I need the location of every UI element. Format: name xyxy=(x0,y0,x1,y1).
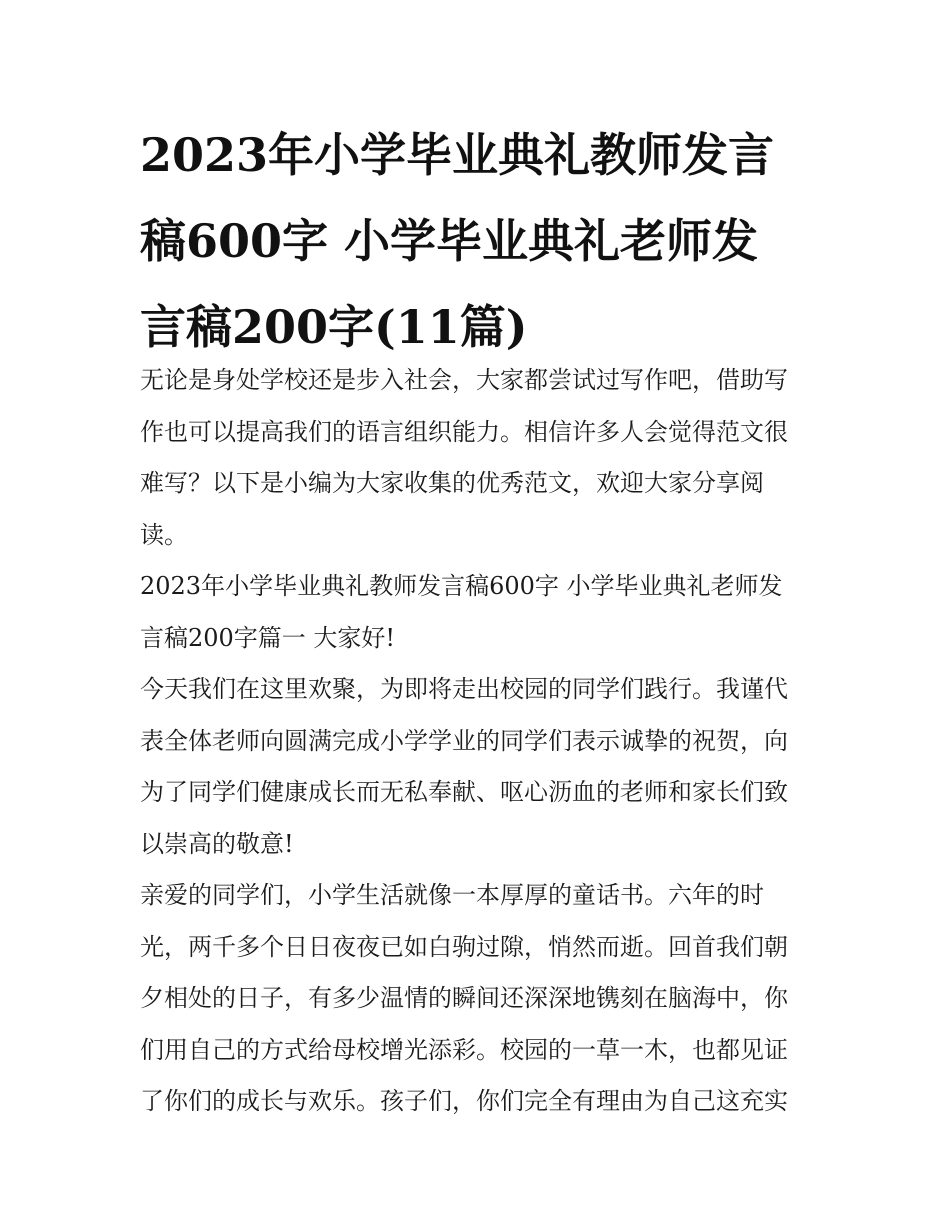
body-line: 无论是身处学校还是步入社会，大家都尝试过写作吧，借助写 xyxy=(140,366,788,394)
body-line: 读。 xyxy=(140,520,188,549)
title-line: 稿600字 小学毕业典礼老师发 xyxy=(140,214,759,268)
title-line: 2023年小学毕业典礼教师发言 xyxy=(140,128,775,182)
body-line: 难写？以下是小编为大家收集的优秀范文，欢迎大家分享阅 xyxy=(140,469,764,497)
body-line: 今天我们在这里欢聚，为即将走出校园的同学们践行。我谨代 xyxy=(140,675,788,703)
page-title xyxy=(140,112,820,370)
body-line: 以崇高的敬意! xyxy=(140,829,294,858)
body-line: 为了同学们健康成长而无私奉献、呕心沥血的老师和家长们致 xyxy=(140,778,788,806)
title-line: 言稿200字(11篇) xyxy=(140,300,528,354)
body-line: 言稿200字篇一 大家好! xyxy=(140,623,396,652)
body-line: 了你们的成长与欢乐。孩子们，你们完全有理由为自己这充实 xyxy=(140,1087,788,1115)
body-line: 夕相处的日子，有多少温情的瞬间还深深地镌刻在脑海中，你 xyxy=(140,984,788,1012)
body-line: 亲爱的同学们，小学生活就像一本厚厚的童话书。六年的时 xyxy=(140,881,764,909)
body-line: 作也可以提高我们的语言组织能力。相信许多人会觉得范文很 xyxy=(140,417,788,446)
body-text xyxy=(140,355,830,1128)
body-line: 表全体老师向圆满完成小学学业的同学们表示诚挚的祝贺，向 xyxy=(140,726,788,755)
body-line: 光，两千多个日日夜夜已如白驹过隙，悄然而逝。回首我们朝 xyxy=(140,932,788,961)
body-line: 2023年小学毕业典礼教师发言稿600字 小学毕业典礼老师发 xyxy=(140,572,783,600)
body-line: 们用自己的方式给母校增光添彩。校园的一草一木，也都见证 xyxy=(140,1035,788,1064)
